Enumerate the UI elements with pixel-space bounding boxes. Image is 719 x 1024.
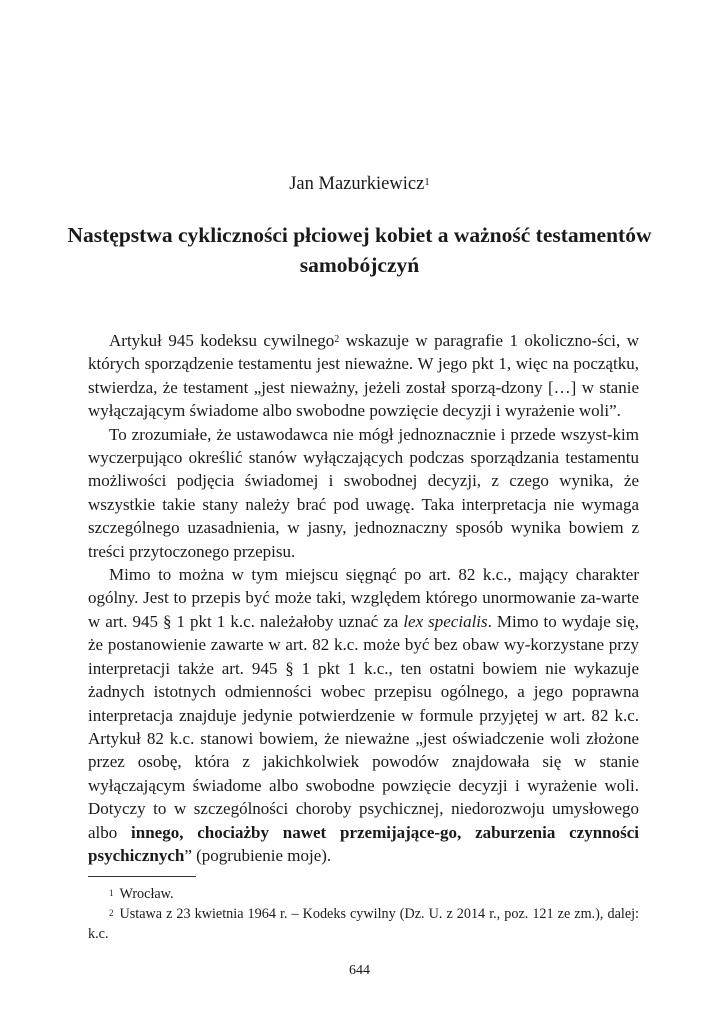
footnote-1-number: 1 [109, 888, 114, 898]
paragraph-3-text-b: . Mimo to wydaje się, że postanowienie zawarte w art. 82 k.c. może być bez obaw wy-korzystane przy interpretacji także art. 945 § 1 pkt 1 k.c., ten ostatni bowiem nie wykazuje żadnych istotnych odmienności wobec przepisu ogólnego, a jego poprawna interpretacja znajduje jedynie potwierdzenie w formule przyjętej w art. 82 k.c. Artykuł 82 k.c. stanowi bowiem, że nieważne „jest oświadczenie woli złożone przez osobę, która z jakichkolwiek powodów znajdowała się w stanie wyłączającym świadome albo swobodne powzięcie decyzji i wyrażenie woli. Dotyczy to w szczególności choroby psychicznej, niedorozwoju umysłowego albo [88, 611, 639, 842]
footnote-2-text: Ustawa z 23 kwietnia 1964 r. – Kodeks cywilny (Dz. U. z 2014 r., poz. 121 ze zm.), dalej: k.c. [88, 906, 639, 942]
paragraph-1-text-b: wskazuje w paragrafie 1 okoliczno-ści, w których sporządzenie testamentu jest nieważne. W jego pkt 1, więc na początku, stwierdza, że testament „jest nieważny, jeżeli został sporzą-dzony […] w stanie wyłączającym świadome albo swobodne powzięcie decyzji i wyrażenie woli”. [88, 331, 640, 421]
author-line [0, 173, 719, 195]
article-title: Następstwa cykliczności płciowej kobiet a ważność testamentów samobójczyń [67, 223, 652, 277]
paragraph-3 [88, 563, 639, 867]
bold-emphasis: innego, chociażby nawet przemijające-go, zaburzenia czynności psychicznych [88, 822, 639, 865]
page-number: 644 [349, 963, 370, 978]
paragraph-3-text-c: ” (pogrubienie moje). [184, 845, 332, 865]
author-footnote-ref: 1 [424, 176, 430, 188]
footnote-1 [88, 884, 639, 904]
footnote-2 [88, 904, 639, 944]
footnotes [88, 884, 639, 944]
article-body [88, 329, 639, 867]
paragraph-1 [88, 329, 639, 423]
paragraph-3-text-a: Mimo to można w tym miejscu sięgnąć po art. 82 k.c., mający charakter ogólny. Jest to przepis być może taki, względem którego unormowanie za-warte w art. 945 § 1 pkt 1 k.c. należałoby uznać za [88, 565, 639, 631]
italic-term: lex specialis [403, 611, 488, 631]
author-name: Jan Mazurkiewicz [289, 174, 425, 194]
footnote-ref-2: 2 [334, 334, 340, 345]
paragraph-2: To zrozumiałe, że ustawodawca nie mógł jednoznacznie i przede wszyst-kim wyczerpująco określić stanów wyłączających podczas sporządzania testamentu możliwości podjęcia świadomej i swobodnej decyzji, z czego wynika, że wszystkie takie stany należy brać pod uwagę. Taka interpretacja nie wymaga szczególnego uzasadnienia, w jasny, jednoznaczny sposób wynika bowiem z treści przytoczonego przepisu. [88, 424, 639, 561]
footnote-2-number: 2 [109, 908, 114, 918]
footnote-separator [88, 876, 196, 877]
footnote-1-text: Wrocław. [119, 886, 174, 902]
paragraph-1-text-a: Artykuł 945 kodeksu cywilnego [109, 331, 335, 350]
